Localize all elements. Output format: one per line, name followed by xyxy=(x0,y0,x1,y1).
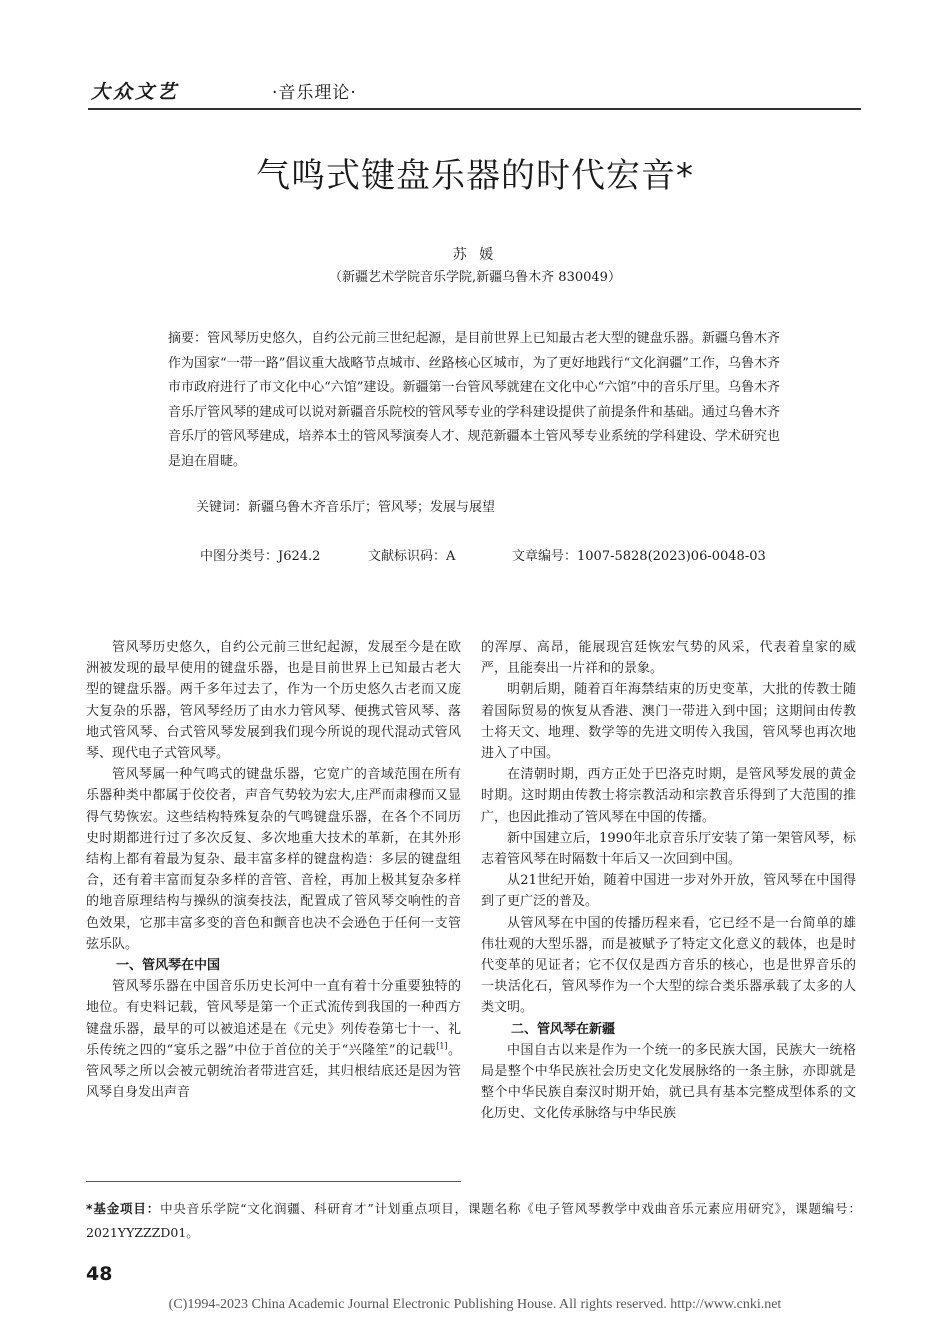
citation-ref[interactable]: [1] xyxy=(436,1041,448,1051)
clc-item xyxy=(200,545,320,564)
keywords-text: 新疆乌鲁木齐音乐厅；管风琴；发展与展望 xyxy=(248,500,496,515)
page-number: 48 xyxy=(86,1263,113,1285)
paragraph-text: 管风琴乐器在中国音乐历史长河中一直有着十分重要独特的地位。有史料记载，管风琴是第一个正式流传到我国的一种西方键盘乐器，最早的可以被追述是在《元史》列传卷第七十一、礼乐传统之四的“宴乐之器”中位于首位的关于“兴隆笙”的记载 xyxy=(86,979,461,1058)
section-heading: 二、管风琴在新疆 xyxy=(511,1021,616,1037)
paragraph: 管风琴属一种气鸣式的键盘乐器，它宽广的音域范围在所有乐器种类中都属于佼佼者，声音气势较为宏大,庄严而肃穆而又显得气势恢宏。这些结构特殊复杂的气鸣键盘乐器，在各个不同历史时期都进行过了多次反复、多次地重大技术的革新，在其外形结构上都有着最为复杂、最丰富多样的键盘构造：多层的键盘组合，还有着丰富而复杂多样的音管、音栓，再加上极其复杂多样的地音原理结构与操纵的演奏技法，配置成了管风琴交响性的音色效果，它那丰富多变的音色和颤音也决不会逊色于任何一支管弦乐队。 xyxy=(86,767,461,952)
clc-value: J624.2 xyxy=(278,549,321,564)
paragraph: 明朝后期，随着百年海禁结束的历史变革，大批的传教士随着国际贸易的恢复从香港、澳门一带进入到中国；这期间由传教士将天文、地理、数学等的先进文明传入我国，管风琴也再次地进入了中国。 xyxy=(481,682,856,762)
section-tag: ·音乐理论· xyxy=(272,83,357,103)
clc-label: 中图分类号： xyxy=(200,549,279,564)
header-rule xyxy=(88,108,861,110)
doc-code-label: 文献标识码： xyxy=(368,549,447,564)
paragraph: 新中国建立后，1990年北京音乐厅安装了第一架管风琴，标志着管风琴在时隔数十年后又一次回到中国。 xyxy=(481,830,856,868)
journal-name: 大众文艺 xyxy=(91,81,180,103)
paragraph: 从21世纪开始，随着中国进一步对外开放，管风琴在中国得到了更广泛的普及。 xyxy=(481,873,856,910)
paragraph: 中国自古以来是作为一个统一的多民族大国，民族大一统格局是整个中华民族社会历史文化发展脉络的一条主脉，亦即就是整个中华民族自秦汉时期开始，就已具有基本完整成型体系的文化历史、文化传承脉络与中华民族 xyxy=(481,1042,856,1122)
paragraph: 从管风琴在中国的传播历程来看，它已经不是一台简单的雄伟壮观的大型乐器，而是被赋予了特定文化意义的载体，也是时代变革的见证者；它不仅仅是西方音乐的核心，也是世界音乐的一块活化石，管风琴作为一个大型的综合类乐器承载了太多的人类文明。 xyxy=(481,915,856,1016)
footnote-text: 中央音乐学院“文化润疆、科研育才”计划重点项目，课题名称《电子管风琴教学中戏曲音乐元素应用研究》，课题编号：2021YYZZZD01。 xyxy=(86,1201,861,1240)
funding-footnote xyxy=(86,1197,861,1245)
article-no-label: 文章编号： xyxy=(512,549,578,564)
footnote-label: *基金项目： xyxy=(86,1201,161,1216)
paragraph xyxy=(86,976,461,1103)
paragraph: 的浑厚、高昂，能展现宫廷恢宏气势的风采，代表着皇家的威严，且能奏出一片祥和的景象。 xyxy=(481,640,856,677)
author-affiliation: （新疆艺术学院音乐学院,新疆乌鲁木齐 830049） xyxy=(329,270,621,285)
doc-code-value: A xyxy=(446,549,456,564)
footnote-rule xyxy=(86,1181,461,1182)
abstract xyxy=(168,327,780,474)
article-no-value: 1007-5828(2023)06-0048-03 xyxy=(577,549,766,564)
keywords xyxy=(196,496,776,515)
article-title: 气鸣式键盘乐器的时代宏音* xyxy=(256,156,694,196)
body-column-right xyxy=(481,637,856,1125)
keywords-label: 关键词： xyxy=(196,500,249,515)
paragraph-text: 。管风琴之所以会被元朝统治者带进宫廷，其归根结底还是因为管风琴自身发出声音 xyxy=(86,1042,461,1101)
author-name: 苏 媛 xyxy=(452,247,498,263)
abstract-text: 管风琴历史悠久，自约公元前三世纪起源，是目前世界上已知最古老大型的键盘乐器。新疆乌鲁木齐作为国家“一带一路”倡议重大战略节点城市、丝路核心区城市，为了更好地践行“文化润疆”工作，乌鲁木齐市市政府进行了市文化中心“六馆”建设。新疆第一台管风琴就建在文化中心“六馆”中的音乐厅里。乌鲁木齐音乐厅管风琴的建成可以说对新疆音乐院校的管风琴专业的学科建设提供了前提条件和基础。通过乌鲁木齐音乐厅的管风琴建成，培养本土的管风琴演奏人才、规范新疆本土管风琴专业系统的学科建设、学术研究也是迫在眉睫。 xyxy=(168,331,780,469)
paragraph: 在清朝时期，西方正处于巴洛克时期，是管风琴发展的黄金时期。这时期由传教士将宗教活动和宗教音乐得到了大范围的推广，也因此推动了管风琴在中国的传播。 xyxy=(481,767,856,825)
paragraph: 管风琴历史悠久，自约公元前三世纪起源，发展至今是在欧洲被发现的最早使用的键盘乐器，也是目前世界上已知最古老大型的键盘乐器。两千多年过去了，作为一个历史悠久古老而又庞大复杂的乐器，管风琴经历了由水力管风琴、便携式管风琴、落地式管风琴、台式管风琴发展到我们现今所说的现代混动式管风琴、现代电子式管风琴。 xyxy=(86,640,461,762)
doc-code-item xyxy=(368,545,455,564)
copyright-notice: (C)1994-2023 China Academic Journal Electronic Publishing House. All rights reserved. http://www.cnki.net xyxy=(168,1297,782,1312)
section-heading: 一、管风琴在中国 xyxy=(116,958,221,974)
body-column-left xyxy=(86,637,461,1103)
article-no-item xyxy=(512,545,766,564)
abstract-label: 摘要： xyxy=(168,331,208,346)
